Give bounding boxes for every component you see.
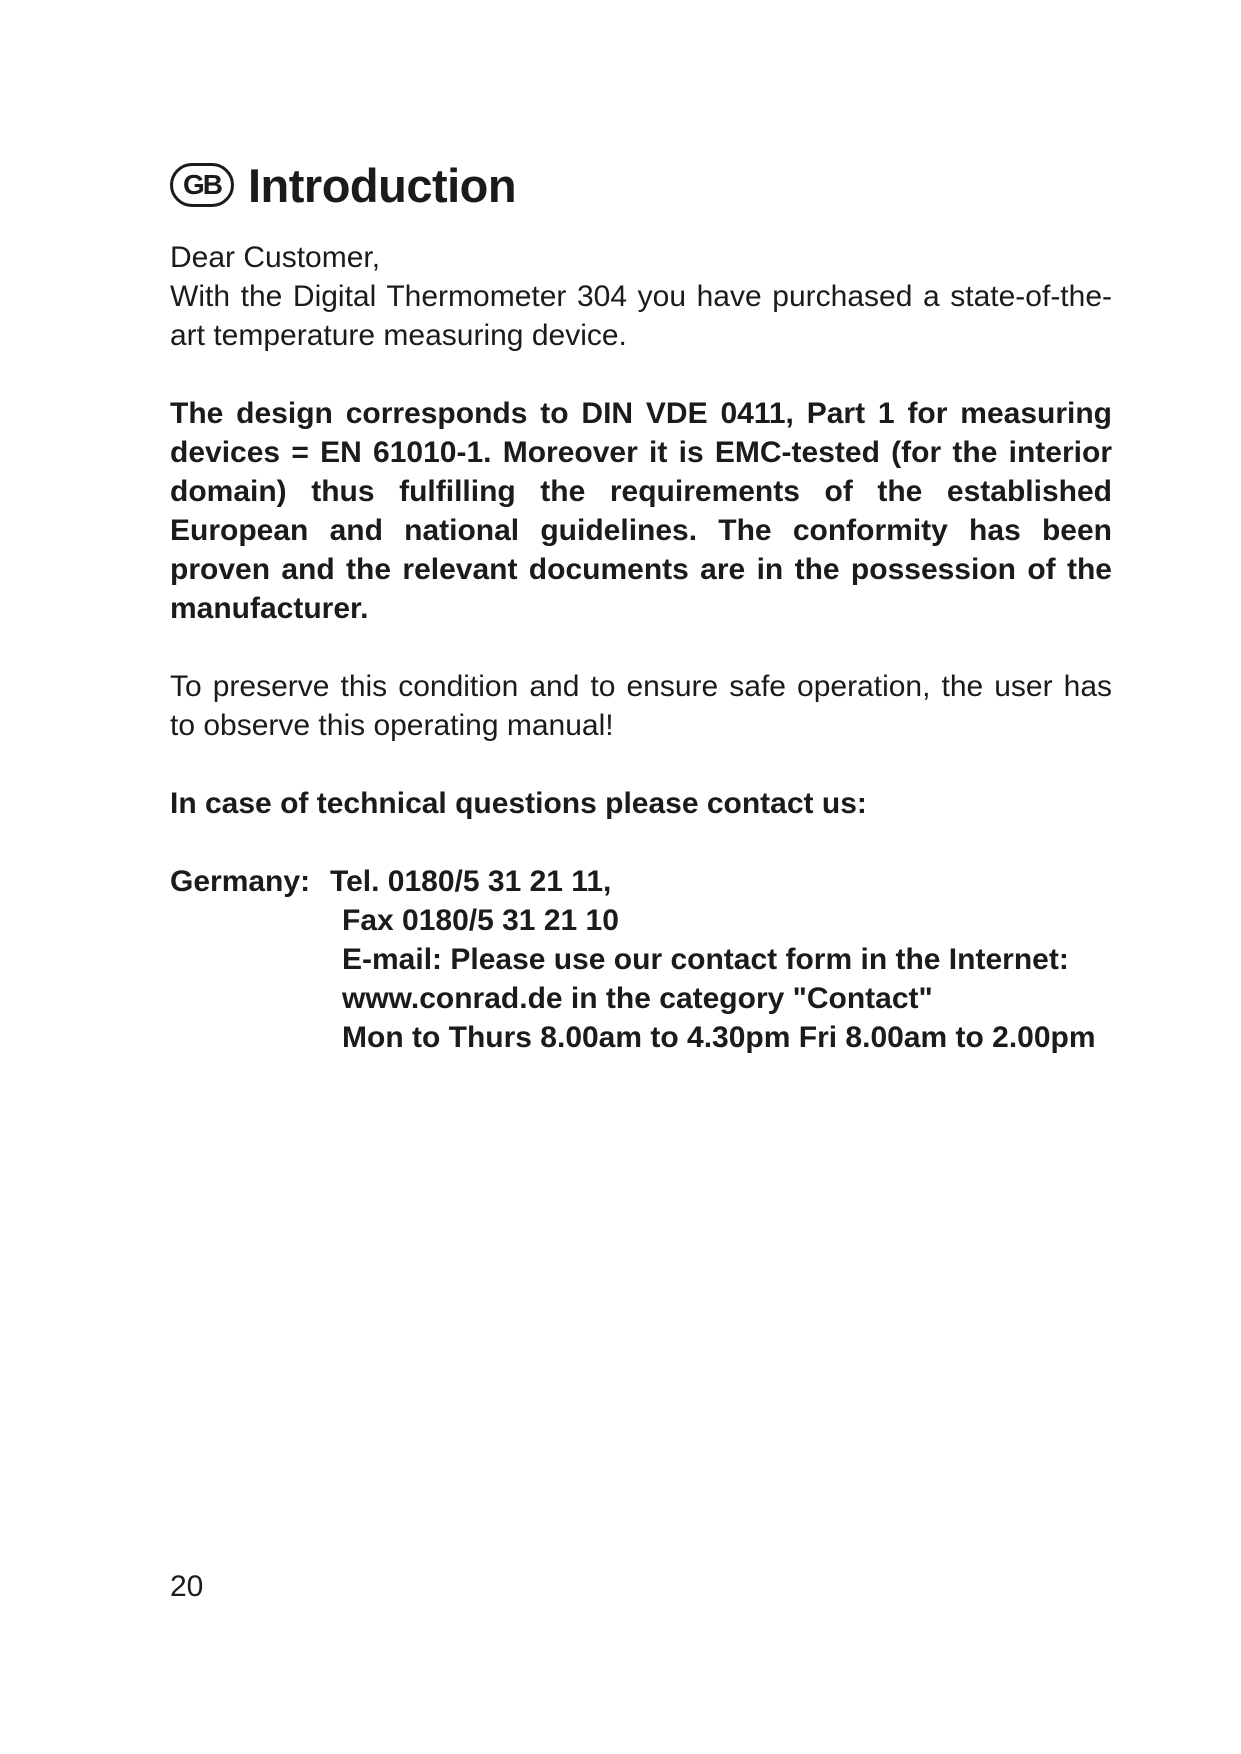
section-heading [170, 150, 516, 220]
phone-number: Tel. 0180/5 31 21 11, [330, 865, 612, 898]
website-info: www.conrad.de in the category "Contact" [342, 982, 933, 1015]
page-body [170, 238, 1112, 1057]
greeting: Dear Customer, [170, 241, 381, 274]
email-info: E-mail: Please use our contact form in the Internet: [342, 943, 1069, 976]
office-hours: Mon to Thurs 8.00am to 4.30pm Fri 8.00am to 2.00pm [342, 1021, 1096, 1054]
spacer [170, 745, 1112, 784]
safety-paragraph: To preserve this condition and to ensure safe operation, the user has to observe this operating manual! [170, 670, 1112, 742]
spacer [170, 355, 1112, 394]
contact-details [330, 862, 1112, 1057]
country-label: Germany: [170, 865, 311, 898]
intro-paragraph: With the Digital Thermometer 304 you have purchased a state-of-the-art temperature measuring device. [170, 280, 1112, 352]
contact-heading: In case of technical questions please contact us: [170, 787, 867, 820]
contact-block [170, 862, 1112, 1057]
page-number: 20 [170, 1570, 204, 1603]
conformity-paragraph: The design corresponds to DIN VDE 0411, Part 1 for measuring devices = EN 61010-1. Moreover it is EMC-tested (for the interior domain) thus fulfilling the requirements of the established European and national guidelines. The conformity has been proven and the relevant documents are in the possession of the manufacturer. [170, 397, 1112, 625]
spacer [170, 628, 1112, 667]
spacer [170, 823, 1112, 862]
language-badge-gb: GB [170, 163, 234, 207]
fax-number: Fax 0180/5 31 21 10 [342, 904, 619, 937]
page-title: Introduction [248, 158, 517, 212]
